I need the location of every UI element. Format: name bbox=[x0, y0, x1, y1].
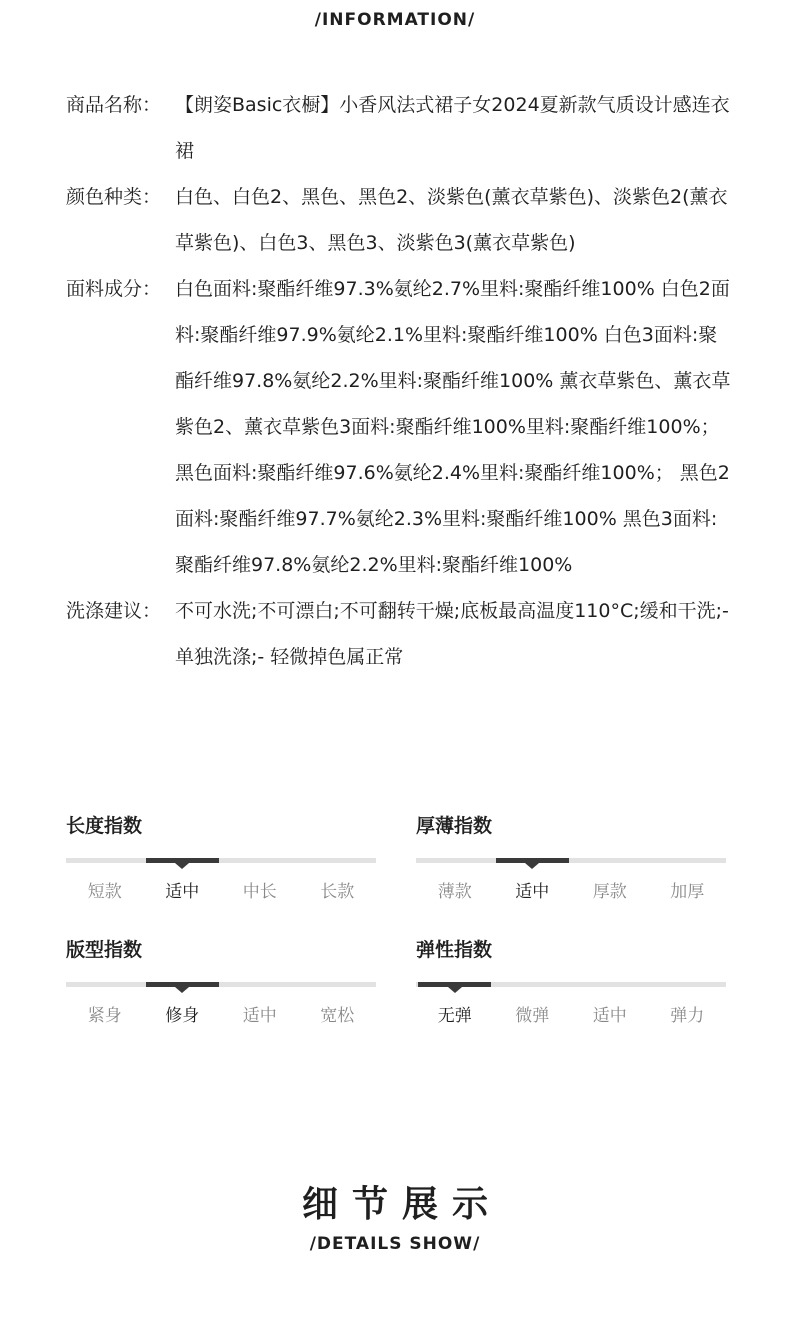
index-fit bbox=[66, 936, 376, 1026]
index-options bbox=[416, 877, 726, 902]
index-option: 薄款 bbox=[437, 882, 472, 902]
index-track bbox=[416, 858, 726, 863]
index-option: 紧身 bbox=[87, 1006, 122, 1026]
info-value: 白色、白色2、黑色、黑色2、淡紫色(薰衣草紫色)、淡紫色2(薰衣草紫色)、白色3、黑色3、淡紫色3(薰衣草紫色) bbox=[175, 186, 728, 254]
index-title: 弹性指数 bbox=[416, 939, 493, 961]
index-options bbox=[416, 1001, 726, 1026]
index-options bbox=[66, 1001, 376, 1026]
info-value: 不可水洗;不可漂白;不可翻转干燥;底板最高温度110°C;缓和干洗;- 单独洗涤;- 轻微掉色属正常 bbox=[175, 600, 729, 668]
index-option: 中长 bbox=[242, 882, 277, 902]
information-heading: /INFORMATION/ bbox=[314, 10, 476, 30]
index-elasticity bbox=[416, 936, 726, 1026]
index-option: 微弹 bbox=[515, 1006, 550, 1026]
info-row-fabric bbox=[66, 266, 746, 588]
index-active-marker bbox=[146, 858, 219, 863]
index-option: 适中 bbox=[242, 1006, 277, 1026]
info-value: 【朗姿Basic衣橱】小香风法式裙子女2024夏新款气质设计感连衣裙 bbox=[175, 94, 730, 162]
index-options bbox=[66, 877, 376, 902]
info-value: 白色面料:聚酯纤维97.3%氨纶2.7%里料:聚酯纤维100% 白色2面料:聚酯纤维97.9%氨纶2.1%里料:聚酯纤维100% 白色3面料:聚酯纤维97.8%氨纶2.2%里料:聚酯纤维100% 薰衣草紫色、薰衣草紫色2、薰衣草紫色3面料:聚酯纤维100%里料:聚酯纤维100%； 黑色面料:聚酯纤维97.6%氨纶2.4%里料:聚酯纤维100%； 黑色2面料:聚酯纤维97.7%氨纶2.3%里料:聚酯纤维100% 黑色3面料:聚酯纤维97.8%氨纶2.2%里料:聚酯纤维100% bbox=[175, 278, 731, 576]
info-label: 面料成分： bbox=[66, 278, 162, 300]
index-option: 长款 bbox=[320, 882, 355, 902]
index-option: 无弹 bbox=[437, 1006, 472, 1026]
index-option: 厚款 bbox=[592, 882, 627, 902]
index-thickness bbox=[416, 812, 726, 902]
index-active-marker bbox=[146, 982, 219, 987]
details-title: 细节展示 bbox=[301, 1184, 502, 1225]
index-option: 适中 bbox=[165, 882, 200, 902]
index-title: 版型指数 bbox=[66, 939, 143, 961]
info-row-washing bbox=[66, 588, 746, 680]
info-label: 颜色种类： bbox=[66, 186, 162, 208]
info-label: 洗涤建议： bbox=[66, 600, 162, 622]
details-subtitle: /DETAILS SHOW/ bbox=[309, 1234, 481, 1254]
index-title: 长度指数 bbox=[66, 815, 143, 837]
info-row-colors bbox=[66, 174, 746, 266]
index-track bbox=[66, 858, 376, 863]
info-label: 商品名称： bbox=[66, 94, 162, 116]
index-active-marker bbox=[418, 982, 491, 987]
index-track bbox=[416, 982, 726, 987]
index-option: 修身 bbox=[165, 1006, 200, 1026]
info-row-product-name bbox=[66, 82, 746, 174]
index-option: 宽松 bbox=[320, 1006, 355, 1026]
index-length bbox=[66, 812, 376, 902]
index-option: 短款 bbox=[87, 882, 122, 902]
product-info-list bbox=[66, 82, 746, 680]
index-active-marker bbox=[496, 858, 569, 863]
index-option: 适中 bbox=[515, 882, 550, 902]
index-title: 厚薄指数 bbox=[416, 815, 493, 837]
index-option: 弹力 bbox=[670, 1006, 705, 1026]
index-option: 加厚 bbox=[670, 882, 705, 902]
index-option: 适中 bbox=[592, 1006, 627, 1026]
index-track bbox=[66, 982, 376, 987]
